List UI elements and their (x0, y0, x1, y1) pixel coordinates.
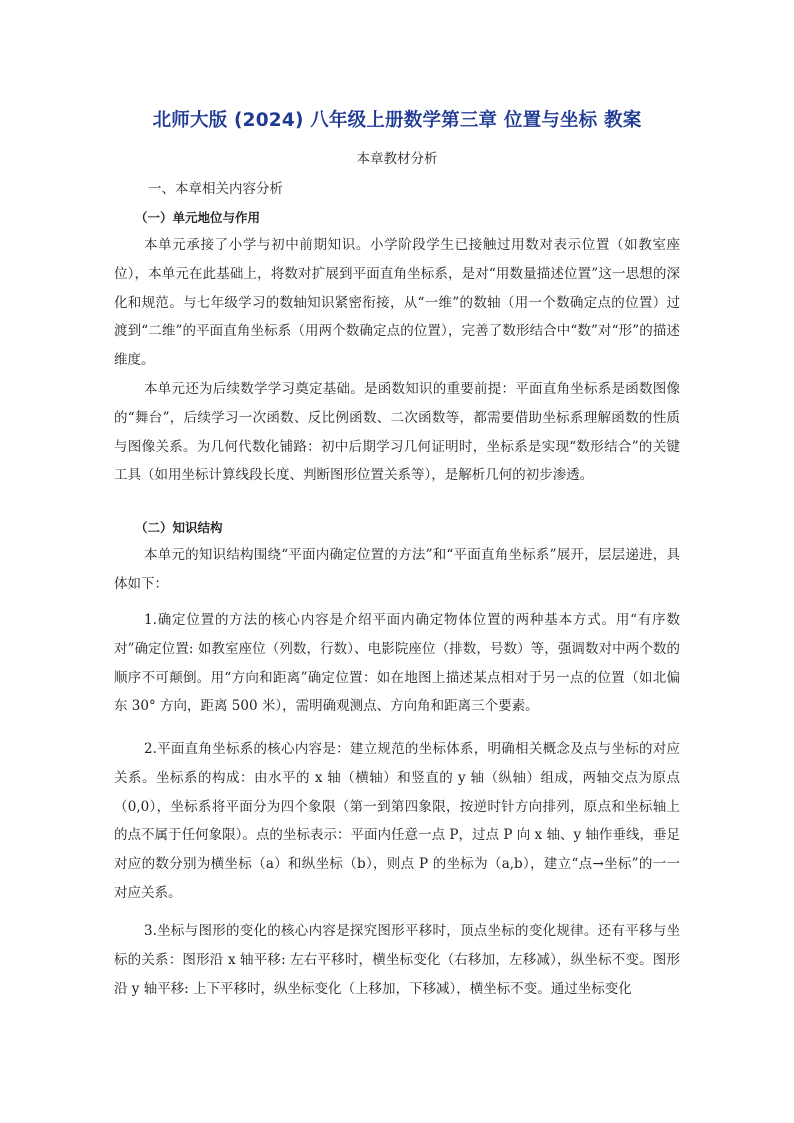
paragraph-unit-role-1: 本单元承接了小学与初中前期知识。小学阶段学生已接触过用数对表示位置（如教室座位），本单元在此基础上，将数对扩展到平面直角坐标系，是对“用数量描述位置”这一思想的深化和规范。与七年级学习的数轴知识紧密衔接，从“一维”的数轴（用一个数确定点的位置）过渡到“二维”的平面直角坐标系（用两个数确定点的位置），完善了数形结合中“数”对“形”的描述维度。 (114, 237, 680, 369)
paragraph-structure-intro: 本单元的知识结构围绕“平面内确定位置的方法”和“平面直角坐标系”展开，层层递进，具体如下： (114, 547, 680, 592)
subsection-heading-role: （一）单元地位与作用 (135, 210, 261, 225)
paragraph-unit-role-2: 本单元还为后续数学学习奠定基础。是函数知识的重要前提：平面直角坐标系是函数图像的“舞台”，后续学习一次函数、反比例函数、二次函数等，都需要借助坐标系理解函数的性质与图像关系。为几何代数化铺路：初中后期学习几何证明时，坐标系是实现“数形结合”的关键工具（如用坐标计算线段长度、判断图形位置关系等），是解析几何的初步渗透。 (114, 381, 680, 484)
paragraph-locate-methods: 1.确定位置的方法的核心内容是介绍平面内确定物体位置的两种基本方式。用“有序数对”确定位置: 如教室座位（列数，行数）、电影院座位（排数，号数）等，强调数对中两个数的顺序不可颠倒。用“方向和距离”确定位置：如在地图上描述某点相对于另一点的位置（如北偏东 30° 方向，距离 500 米），需明确观测点、方向角和距离三个要素。 (114, 612, 680, 715)
document-subtitle: 本章教材分析 (356, 151, 438, 167)
subsection-heading-structure: （二）知识结构 (135, 520, 223, 535)
paragraph-coordinate-system: 2.平面直角坐标系的核心内容是：建立规范的坐标体系，明确相关概念及点与坐标的对应关系。坐标系的构成：由水平的 x 轴（横轴）和竖直的 y 轴（纵轴）组成，两轴交点为原点（0,0），坐标系将平面分为四个象限（第一到第四象限，按逆时针方向排列，原点和坐标轴上的点不属于任何象限）。点的坐标表示：平面内任意一点 P，过点 P 向 x 轴、y 轴作垂线，垂足对应的数分别为横坐标（a）和纵坐标（b），则点 P 的坐标为（a,b），建立“点→坐标”的一一对应关系。 (114, 741, 680, 901)
document-title: 北师大版 (2024) 八年级上册数学第三章 位置与坐标 教案 (152, 110, 642, 131)
paragraph-coordinate-transform: 3.坐标与图形的变化的核心内容是探究图形平移时，顶点坐标的变化规律。还有平移与坐标的关系：图形沿 x 轴平移: 左右平移时，横坐标变化（右移加，左移减），纵坐标不变。图形沿 y 轴平移: 上下平移时，纵坐标变化（上移加，下移减），横坐标不变。通过坐标变化 (114, 923, 680, 997)
section-heading: 一、本章相关内容分析 (148, 181, 283, 197)
